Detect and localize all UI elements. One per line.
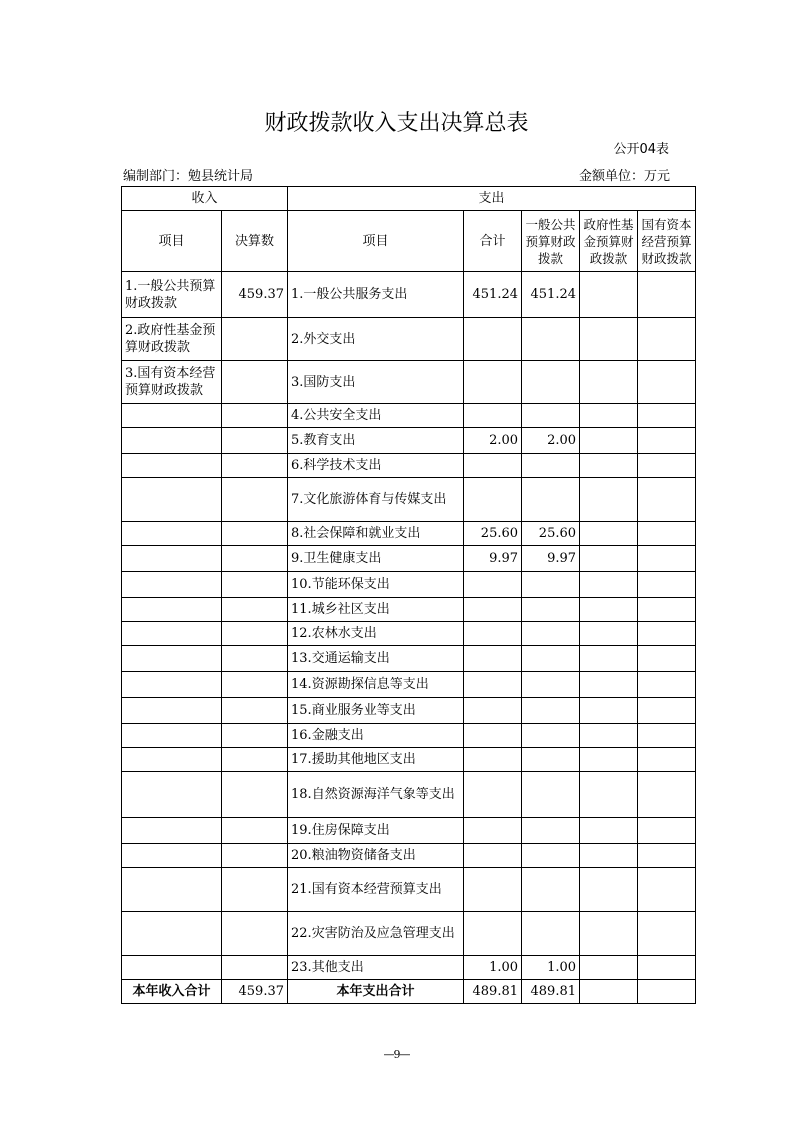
totals-row [122,980,696,1004]
expense-capital-cell [638,598,696,622]
dept-label: 编制部门：勉县统计局 [123,169,254,184]
gov-fund-header: 政府性基金预算财政拨款 [580,211,638,272]
expense-general-cell [522,724,580,748]
expense-total-cell [464,844,522,868]
income-item-cell [122,622,222,646]
income-header: 收入 [122,187,288,211]
income-item-cell [122,698,222,724]
income-item-cell [122,454,222,478]
income-amount-cell [222,772,288,818]
table-row [122,912,696,956]
table-row [122,646,696,672]
expense-fund-cell [580,478,638,522]
expense-general-cell [522,572,580,598]
expense-general-cell [522,748,580,772]
expense-total-cell [464,868,522,912]
income-item-cell [122,912,222,956]
income-amount-cell [222,428,288,454]
expense-item-cell: 22.灾害防治及应急管理支出 [288,912,464,956]
income-item-cell [122,868,222,912]
income-amount-cell [222,318,288,361]
expense-fund-cell [580,748,638,772]
table-row [122,622,696,646]
expense-fund-cell [580,672,638,698]
income-item-cell [122,748,222,772]
income-item-cell [122,478,222,522]
expense-capital-cell [638,868,696,912]
expense-total-cell [464,724,522,748]
expense-item-cell: 11.城乡社区支出 [288,598,464,622]
expense-general-cell [522,646,580,672]
expense-general-cell [522,672,580,698]
expense-capital-cell [638,546,696,572]
income-item-cell: 2.政府性基金预算财政拨款 [122,318,222,361]
expense-total-cell [464,361,522,404]
expense-fund-cell [580,522,638,546]
final-amount-header: 决算数 [222,211,288,272]
expense-capital-cell [638,646,696,672]
expense-general-cell [522,818,580,844]
table-row [122,748,696,772]
expense-general-cell: 25.60 [522,522,580,546]
income-item-cell [122,772,222,818]
table-row [122,868,696,912]
dept-row [123,165,670,183]
header-row-columns [122,211,696,272]
expense-fund-cell [580,272,638,318]
income-amount-cell [222,698,288,724]
expense-item-cell: 3.国防支出 [288,361,464,404]
expense-general-cell: 451.24 [522,272,580,318]
expense-capital-cell [638,318,696,361]
expense-item-cell: 15.商业服务业等支出 [288,698,464,724]
expense-total-cell [464,772,522,818]
expense-general-total: 489.81 [522,980,580,1004]
table-row [122,318,696,361]
page-dash-left: — [383,1048,394,1061]
expense-fund-cell [580,956,638,980]
table-row [122,404,696,428]
income-amount-cell [222,818,288,844]
expense-total-amount: 489.81 [464,980,522,1004]
income-total-amount: 459.37 [222,980,288,1004]
expense-capital-cell [638,522,696,546]
expense-general-cell: 9.97 [522,546,580,572]
expense-fund-cell [580,646,638,672]
income-item-cell: 3.国有资本经营预算财政拨款 [122,361,222,404]
expense-total-cell: 1.00 [464,956,522,980]
page-number-value: 9 [393,1048,400,1061]
expense-total-cell [464,454,522,478]
unit-label: 金额单位：万元 [578,169,670,184]
header-row-group [122,187,696,211]
expense-general-cell [522,912,580,956]
table-row [122,546,696,572]
income-amount-cell: 459.37 [222,272,288,318]
expense-fund-cell [580,361,638,404]
expense-capital-cell [638,272,696,318]
income-amount-cell [222,724,288,748]
expense-fund-cell [580,318,638,361]
expense-general-cell [522,404,580,428]
expense-capital-cell [638,404,696,428]
page-dash-right: — [399,1048,410,1061]
page-title: 财政拨款收入支出决算总表 [264,111,529,136]
expense-general-cell [522,698,580,724]
table-row [122,598,696,622]
expense-capital-cell [638,748,696,772]
expense-total-cell [464,622,522,646]
expense-capital-cell [638,818,696,844]
income-item-cell [122,404,222,428]
income-amount-cell [222,546,288,572]
expense-item-cell: 21.国有资本经营预算支出 [288,868,464,912]
expense-fund-cell [580,912,638,956]
income-amount-cell [222,844,288,868]
income-item-cell: 1.一般公共预算财政拨款 [122,272,222,318]
expense-total-cell: 2.00 [464,428,522,454]
expense-capital-cell [638,772,696,818]
budget-table [121,186,696,1004]
expense-fund-cell [580,546,638,572]
form-code: 公开04表 [613,142,669,157]
expense-general-cell [522,478,580,522]
expense-fund-cell [580,698,638,724]
expense-total-cell [464,404,522,428]
table-row [122,572,696,598]
table-row [122,956,696,980]
income-amount-cell [222,622,288,646]
income-amount-cell [222,478,288,522]
expense-header: 支出 [288,187,696,211]
expense-general-cell [522,454,580,478]
expense-item-cell: 19.住房保障支出 [288,818,464,844]
expense-item-cell: 9.卫生健康支出 [288,546,464,572]
income-item-cell [122,672,222,698]
expense-item-cell: 6.科学技术支出 [288,454,464,478]
expense-capital-total [638,980,696,1004]
expense-fund-cell [580,598,638,622]
income-amount-cell [222,912,288,956]
income-amount-cell [222,454,288,478]
expense-general-cell: 1.00 [522,956,580,980]
expense-item-cell: 13.交通运输支出 [288,646,464,672]
expense-fund-cell [580,428,638,454]
expense-item-cell: 1.一般公共服务支出 [288,272,464,318]
state-capital-header: 国有资本经营预算财政拨款 [638,211,696,272]
expense-fund-cell [580,572,638,598]
expense-total-cell [464,912,522,956]
income-amount-cell [222,598,288,622]
expense-item-cell: 5.教育支出 [288,428,464,454]
total-header: 合计 [464,211,522,272]
income-item-cell [122,818,222,844]
expense-total-cell [464,646,522,672]
table-row [122,818,696,844]
expense-general-cell [522,318,580,361]
general-budget-header: 一般公共预算财政拨款 [522,211,580,272]
expense-capital-cell [638,428,696,454]
income-item-cell [122,572,222,598]
income-item-cell [122,546,222,572]
income-item-cell [122,724,222,748]
expense-item-cell: 7.文化旅游体育与传媒支出 [288,478,464,522]
expense-total-cell: 9.97 [464,546,522,572]
expense-fund-cell [580,772,638,818]
expense-item-cell: 16.金融支出 [288,724,464,748]
expense-total-cell: 25.60 [464,522,522,546]
expense-capital-cell [638,361,696,404]
expense-total-cell [464,572,522,598]
expense-item-cell: 20.粮油物资储备支出 [288,844,464,868]
expense-general-cell [522,868,580,912]
expense-fund-cell [580,818,638,844]
income-item-header: 项目 [122,211,222,272]
table-row [122,361,696,404]
expense-item-cell: 17.援助其他地区支出 [288,748,464,772]
expense-capital-cell [638,912,696,956]
expense-item-cell: 23.其他支出 [288,956,464,980]
table-row [122,724,696,748]
expense-fund-cell [580,454,638,478]
expense-item-cell: 2.外交支出 [288,318,464,361]
expense-capital-cell [638,622,696,646]
table-row [122,454,696,478]
income-amount-cell [222,956,288,980]
expense-item-header: 项目 [288,211,464,272]
expense-capital-cell [638,454,696,478]
table-row [122,272,696,318]
expense-fund-cell [580,622,638,646]
expense-total-cell [464,698,522,724]
income-amount-cell [222,361,288,404]
expense-item-cell: 18.自然资源海洋气象等支出 [288,772,464,818]
expense-total-cell [464,818,522,844]
expense-general-cell [522,622,580,646]
expense-capital-cell [638,572,696,598]
expense-total-cell [464,748,522,772]
income-item-cell [122,844,222,868]
expense-capital-cell [638,844,696,868]
expense-total-cell [464,672,522,698]
expense-item-cell: 8.社会保障和就业支出 [288,522,464,546]
income-amount-cell [222,572,288,598]
income-item-cell [122,428,222,454]
expense-general-cell [522,772,580,818]
expense-capital-cell [638,698,696,724]
income-item-cell [122,598,222,622]
table-row [122,844,696,868]
expense-capital-cell [638,672,696,698]
table-row [122,772,696,818]
expense-general-cell [522,361,580,404]
income-amount-cell [222,522,288,546]
expense-item-cell: 10.节能环保支出 [288,572,464,598]
expense-fund-total [580,980,638,1004]
expense-total-cell [464,478,522,522]
expense-total-cell [464,318,522,361]
income-item-cell [122,956,222,980]
income-amount-cell [222,404,288,428]
expense-general-cell [522,844,580,868]
table-row [122,522,696,546]
table-row [122,698,696,724]
income-amount-cell [222,646,288,672]
expense-capital-cell [638,956,696,980]
expense-total-cell [464,598,522,622]
income-amount-cell [222,672,288,698]
expense-general-cell: 2.00 [522,428,580,454]
expense-item-cell: 4.公共安全支出 [288,404,464,428]
income-total-label: 本年收入合计 [122,980,222,1004]
table-row [122,672,696,698]
expense-fund-cell [580,868,638,912]
expense-capital-cell [638,724,696,748]
expense-fund-cell [580,404,638,428]
income-item-cell [122,646,222,672]
table-row [122,428,696,454]
expense-fund-cell [580,724,638,748]
income-amount-cell [222,868,288,912]
expense-capital-cell [638,478,696,522]
expense-general-cell [522,598,580,622]
expense-total-cell: 451.24 [464,272,522,318]
income-amount-cell [222,748,288,772]
expense-total-label: 本年支出合计 [288,980,464,1004]
income-item-cell [122,522,222,546]
page-number [0,1048,793,1061]
expense-item-cell: 14.资源勘探信息等支出 [288,672,464,698]
table-row [122,478,696,522]
expense-fund-cell [580,844,638,868]
expense-item-cell: 12.农林水支出 [288,622,464,646]
